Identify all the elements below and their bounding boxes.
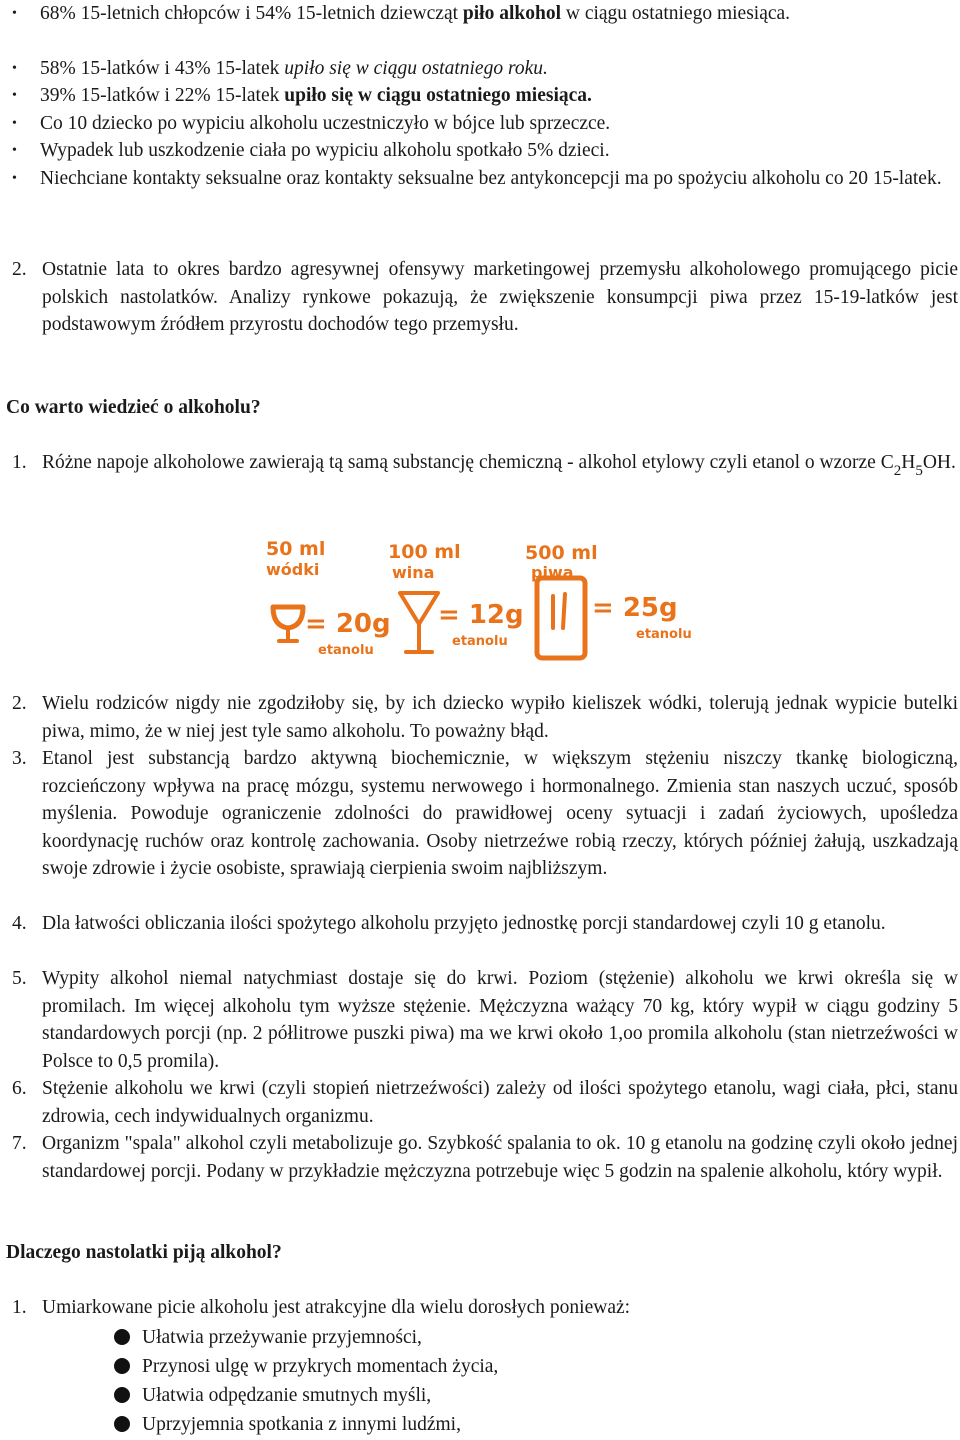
reason-item bbox=[142, 1352, 498, 1381]
item-number: 4. bbox=[12, 913, 27, 934]
numbered-paragraph bbox=[12, 1294, 958, 1322]
round-bullet-icon bbox=[114, 1387, 130, 1403]
wine-ethanol-value: = 12g bbox=[438, 600, 524, 630]
formula-subscript: 5 bbox=[915, 463, 923, 479]
wine-name-label: wina bbox=[392, 563, 435, 582]
paragraph-text: Etanol jest substancją bardzo aktywną biochemicznie, w większym stężeniu niszczy tkankę biologiczną, rozcieńczony wpływa na pracę mózgu, systemu nerwowego i hormonalnego. Zmienia stan naszych uczuć, sposób myślenia. Powoduje ograniczenie zdolności do prawidłowej oceny sytuacji i zadań życiowych, upośledza koordynację ruchów oraz kontrolę zachowania. Osoby nietrzeźwe robią rzeczy, których później żałują, uszkadzają swoje zdrowie i życie osobiste, sprawiają cierpienia swoim najbliższym. bbox=[42, 748, 958, 879]
beer-amount-label: 500 ml bbox=[525, 542, 598, 564]
bullet-text: 58% 15-latków i 43% 15-latek bbox=[40, 58, 285, 79]
reason-item bbox=[142, 1323, 422, 1352]
numbered-paragraph bbox=[12, 745, 958, 883]
beer-ethanol-value: = 25g bbox=[592, 593, 678, 623]
beer-unit-label: etanolu bbox=[636, 627, 692, 642]
wine-glass-icon bbox=[400, 593, 438, 652]
bullet-dot-icon: • bbox=[12, 116, 17, 131]
vodka-name-label: wódki bbox=[266, 560, 320, 579]
bullet-dot-icon: • bbox=[12, 6, 17, 21]
formula-text: OH. bbox=[922, 452, 956, 473]
item-number: 3. bbox=[12, 748, 27, 769]
round-bullet-icon bbox=[114, 1416, 130, 1432]
reason-item bbox=[142, 1381, 431, 1410]
numbered-paragraph bbox=[12, 1075, 958, 1130]
bullet-dot-icon: • bbox=[12, 88, 17, 103]
item-number: 1. bbox=[12, 1297, 27, 1318]
reason-item bbox=[142, 1410, 461, 1439]
paragraph-text: Stężenie alkoholu we krwi (czyli stopień nietrzeźwości) zależy od ilości spożytego etanolu, wagi ciała, płci, stanu zdrowia, cech indywidualnych organizmu. bbox=[42, 1078, 958, 1127]
vodka-glass-icon bbox=[273, 607, 303, 641]
formula-subscript: 2 bbox=[893, 463, 902, 479]
wine-amount-label: 100 ml bbox=[388, 541, 461, 563]
bullet-text: w ciągu ostatniego miesiąca. bbox=[561, 3, 791, 24]
paragraph-text: Wielu rodziców nigdy nie zgodziłoby się, by ich dziecko wypiło kieliszek wódki, tolerują jednak wypicie butelki piwa, mimo, że w niej jest tyle samo alkoholu. To poważny błąd. bbox=[42, 693, 958, 742]
item-number: 6. bbox=[12, 1078, 27, 1099]
bullet-dot-icon: • bbox=[12, 61, 17, 76]
bullet-text: Niechciane kontakty seksualne oraz kontakty seksualne bez antykoncepcji ma po spożyciu alkoholu co 20 15-latek. bbox=[40, 168, 942, 189]
numbered-paragraph bbox=[12, 965, 958, 1075]
bullet-italic-text: upiło się w ciągu ostatniego roku. bbox=[284, 58, 548, 79]
standard-drinks-illustration bbox=[0, 0, 960, 700]
paragraph-text: Dla łatwości obliczania ilości spożytego alkoholu przyjęto jednostkę porcji standardowej czyli 10 g etanolu. bbox=[42, 913, 886, 934]
round-bullet-icon bbox=[114, 1329, 130, 1345]
bullet-text: 68% 15-letnich chłopców i 54% 15-letnich dziewcząt bbox=[40, 3, 463, 24]
item-number: 2. bbox=[12, 693, 27, 714]
bullet-dot-icon: • bbox=[12, 171, 17, 186]
reason-text: Przynosi ulgę w przykrych momentach życia, bbox=[142, 1356, 499, 1377]
beer-glass-icon bbox=[537, 578, 585, 658]
reason-text: Ułatwia odpędzanie smutnych myśli, bbox=[142, 1385, 432, 1406]
paragraph-text: Organizm "spala" alkohol czyli metabolizuje go. Szybkość spalania to ok. 10 g etanolu na godzinę czyli około jednej standardowej porcji. Podany w przykładzie mężczyzna potrzebuje więc 5 godzin na spalenie alkoholu, który wypił. bbox=[42, 1133, 958, 1182]
numbered-paragraph bbox=[12, 1130, 958, 1185]
paragraph-text: Umiarkowane picie alkoholu jest atrakcyjne dla wielu dorosłych ponieważ: bbox=[42, 1297, 631, 1318]
bullet-text: 39% 15-latków i 22% 15-latek bbox=[40, 85, 285, 106]
formula-text: H bbox=[901, 452, 916, 473]
bullet-text: Co 10 dziecko po wypiciu alkoholu uczestniczyło w bójce lub sprzeczce. bbox=[40, 113, 611, 134]
section-heading: Dlaczego nastolatki piją alkohol? bbox=[6, 1242, 282, 1263]
reason-text: Uprzyjemnia spotkania z innymi ludźmi, bbox=[142, 1414, 461, 1435]
vodka-amount-label: 50 ml bbox=[266, 538, 326, 560]
reason-text: Ułatwia przeżywanie przyjemności, bbox=[142, 1327, 422, 1348]
bullet-bold-text: piło alkohol bbox=[462, 3, 561, 24]
vodka-unit-label: etanolu bbox=[318, 643, 374, 658]
item-number: 7. bbox=[12, 1133, 27, 1154]
bullet-bold-text: upiło się w ciągu ostatniego miesiąca. bbox=[284, 85, 592, 106]
section-heading: Co warto wiedzieć o alkoholu? bbox=[6, 397, 261, 418]
bullet-dot-icon: • bbox=[12, 143, 17, 158]
item-number: 2. bbox=[12, 259, 27, 280]
numbered-paragraph bbox=[12, 690, 958, 745]
vodka-ethanol-value: = 20g bbox=[305, 609, 391, 639]
paragraph-text: Różne napoje alkoholowe zawierają tą samą substancję chemiczną - alkohol etylowy czyli etanol o wzorze C bbox=[42, 452, 894, 473]
paragraph-text: Ostatnie lata to okres bardzo agresywnej ofensywy marketingowej przemysłu alkoholowego promującego picie polskich nastolatków. Analizy rynkowe pokazują, że zwiększenie konsumpcji piwa przez 15-19-latków jest podstawowym źródłem przyrostu dochodów tego przemysłu. bbox=[42, 259, 958, 335]
wine-unit-label: etanolu bbox=[452, 634, 508, 649]
beer-name-label: piwa bbox=[531, 563, 574, 582]
paragraph-text: Wypity alkohol niemal natychmiast dostaje się do krwi. Poziom (stężenie) alkoholu we krwi określa się w promilach. Im więcej alkoholu tym wyższe stężenie. Mężczyzna ważący 70 kg, który wypił w ciągu godziny 5 standardowych porcji (np. 2 półlitrowe puszki piwa) ma we krwi około 1,oo promila alkoholu (stan nietrzeźwości w Polsce to 0,5 promila). bbox=[42, 968, 958, 1072]
bullet-text: Wypadek lub uszkodzenie ciała po wypiciu alkoholu spotkało 5% dzieci. bbox=[40, 140, 610, 161]
numbered-paragraph bbox=[12, 910, 958, 938]
round-bullet-icon bbox=[114, 1358, 130, 1374]
item-number: 5. bbox=[12, 968, 27, 989]
item-number: 1. bbox=[12, 452, 27, 473]
